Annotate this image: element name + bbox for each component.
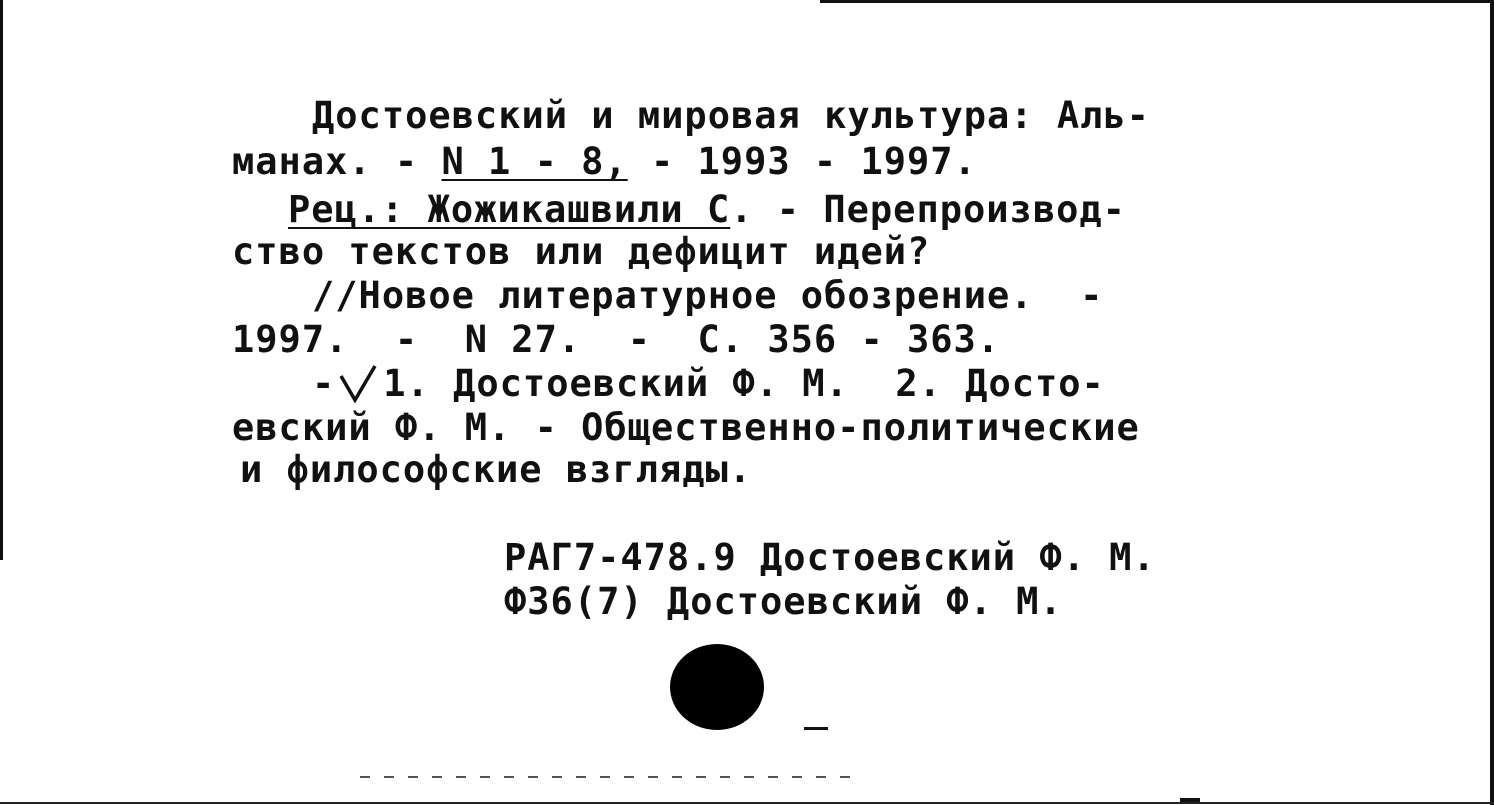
sqrt-check-icon	[335, 364, 383, 404]
almanac-label: манах. -	[232, 140, 442, 183]
ink-speck	[1180, 798, 1200, 802]
card-line-review	[288, 190, 1126, 230]
card-line-almanac	[232, 142, 977, 182]
reviewer: Рец.: Жожикашвили С	[288, 188, 731, 231]
card-edge-right	[1490, 0, 1494, 805]
card-line-subjects	[312, 364, 1105, 404]
card-line-subjects-cont: евский Ф. М. - Общественно-политические	[232, 406, 1140, 449]
card-edge-left	[0, 0, 3, 560]
index-code-1: РАГ7-478.9 Достоевский Ф. М.	[504, 536, 1156, 579]
review-title-start: . - Перепроизвод-	[730, 188, 1126, 231]
card-line-review-title: ство текстов или дефицит идей?	[232, 230, 931, 273]
subjects-list: 1. Достоевский Ф. М. 2. Досто-	[383, 362, 1105, 405]
card-line-title: Достоевский и мировая культура: Аль-	[312, 94, 1150, 137]
subjects-dash: -	[312, 362, 336, 405]
card-line-pages: 1997. - N 27. - С. 356 - 363.	[232, 318, 1001, 361]
card-line-subjects-end: и философские взгляды.	[240, 448, 753, 491]
card-line-journal: //Новое литературное обозрение. -	[312, 274, 1104, 317]
dotted-guide	[360, 776, 860, 778]
year-range: - 1993 - 1997.	[627, 140, 977, 183]
card-edge-top	[820, 0, 1494, 3]
issue-range: N 1 - 8,	[441, 140, 628, 183]
index-code-2: Ф36(7) Достоевский Ф. М.	[504, 580, 1063, 623]
punch-hole-icon	[670, 644, 764, 730]
ink-speck	[804, 727, 828, 730]
card-edge-bottom	[0, 802, 1494, 804]
